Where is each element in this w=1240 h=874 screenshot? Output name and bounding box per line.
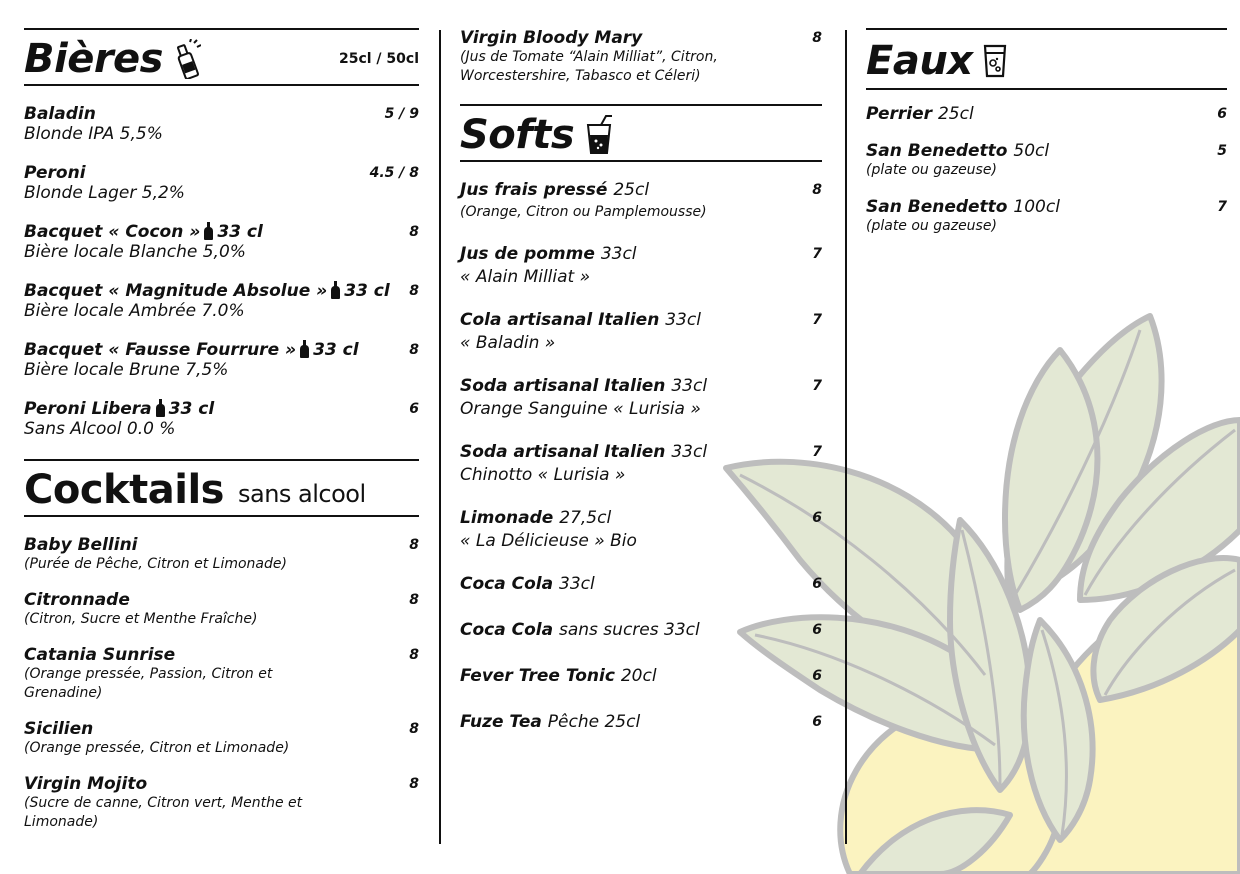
item-size: 33cl	[671, 442, 708, 462]
item-price: 6	[812, 622, 822, 638]
item-detail: Bière locale Blanche 5,0%	[24, 242, 246, 262]
item-description: (Orange pressée, Passion, Citron et Grenadine)	[24, 666, 273, 701]
item-size: 33cl	[665, 310, 701, 330]
small-bottle-icon	[331, 281, 340, 299]
item-detail: Blonde IPA 5,5%	[24, 124, 163, 144]
softs-header	[460, 106, 822, 162]
waters-title-text: Eaux	[866, 38, 973, 84]
item-size: 20cl	[620, 666, 657, 686]
item-size: 27,5cl	[559, 508, 612, 528]
item-name: Fever Tree Tonic	[460, 666, 615, 686]
menu-item	[24, 104, 419, 144]
beer-bottle-icon	[173, 39, 201, 79]
menu-item	[460, 620, 822, 640]
item-description: (Orange pressée, Citron et Limonade)	[24, 740, 290, 756]
menu-item	[460, 28, 822, 86]
item-price: 6	[812, 576, 822, 592]
item-name: Peroni	[24, 163, 86, 183]
item-size: 33cl	[671, 376, 708, 396]
item-price: 8	[409, 592, 419, 608]
beers-header	[24, 30, 419, 86]
item-price: 8	[812, 30, 822, 46]
item-name: Soda artisanal Italien	[460, 442, 666, 462]
item-name: Limonade	[460, 508, 554, 528]
small-bottle-icon	[156, 399, 165, 417]
item-description: (plate ou gazeuse)	[866, 162, 997, 178]
item-size: 25cl	[613, 180, 650, 200]
item-price: 6	[409, 401, 419, 417]
menu-item	[460, 442, 822, 485]
item-price: 7	[812, 246, 822, 262]
small-bottle-icon	[300, 340, 309, 358]
item-size: 33 cl	[344, 281, 390, 301]
item-name: Jus frais pressé	[460, 180, 608, 200]
item-price: 5 / 9	[384, 106, 419, 122]
menu-item	[24, 399, 419, 439]
item-name: Sicilien	[24, 719, 94, 739]
item-name: Bacquet « Cocon »	[24, 222, 201, 242]
menu-item	[24, 281, 419, 321]
item-name: Cola artisanal Italien	[460, 310, 660, 330]
item-description: (Orange, Citron ou Pamplemousse)	[460, 204, 707, 220]
column-softs	[460, 28, 822, 732]
waters-title	[866, 38, 1007, 84]
item-price: 8	[409, 647, 419, 663]
item-name: Soda artisanal Italien	[460, 376, 666, 396]
cocktails-title	[24, 467, 366, 513]
menu-item	[24, 535, 419, 574]
item-size: 33 cl	[313, 340, 359, 360]
item-name: Catania Sunrise	[24, 645, 176, 665]
item-size: Pêche 25cl	[547, 712, 641, 732]
item-price: 6	[812, 510, 822, 526]
item-size: 100cl	[1013, 197, 1060, 217]
item-price: 5	[1217, 143, 1227, 159]
item-detail: Orange Sanguine « Lurisia »	[460, 399, 701, 419]
item-detail: « Baladin »	[460, 333, 556, 353]
item-name: Virgin Bloody Mary	[460, 28, 643, 48]
menu-item	[24, 222, 419, 262]
item-name: Bacquet « Magnitude Absolue »	[24, 281, 328, 301]
menu-item	[24, 645, 419, 703]
soda-glass-icon	[584, 115, 614, 155]
item-price: 6	[1217, 106, 1227, 122]
column-divider-right	[845, 30, 847, 844]
item-size: 25cl	[937, 104, 974, 124]
menu-item	[24, 719, 419, 758]
menu-item	[24, 340, 419, 380]
item-price: 8	[409, 776, 419, 792]
item-name: Perrier	[866, 104, 933, 124]
item-size: 50cl	[1013, 141, 1050, 161]
menu-item	[460, 666, 822, 686]
item-name: Baby Bellini	[24, 535, 138, 555]
item-name: Baladin	[24, 104, 96, 124]
item-description: (plate ou gazeuse)	[866, 218, 997, 234]
item-name: Coca Cola	[460, 574, 554, 594]
item-price: 4.5 / 8	[369, 165, 419, 181]
menu-item	[460, 180, 822, 222]
menu-item	[460, 310, 822, 353]
menu-item	[24, 163, 419, 203]
item-name: San Benedetto	[866, 197, 1008, 217]
item-detail: Bière locale Ambrée 7.0%	[24, 301, 245, 321]
beers-title	[24, 36, 201, 82]
water-glass-icon	[983, 44, 1007, 78]
item-detail: « La Délicieuse » Bio	[460, 531, 637, 551]
column-beers-cocktails	[24, 28, 419, 832]
item-detail: Sans Alcool 0.0 %	[24, 419, 176, 439]
item-price: 8	[409, 721, 419, 737]
item-name: Fuze Tea	[460, 712, 542, 732]
item-detail: Bière locale Brune 7,5%	[24, 360, 229, 380]
beers-title-text: Bières	[24, 36, 163, 82]
item-price: 8	[812, 182, 822, 198]
item-price: 6	[812, 714, 822, 730]
waters-header	[866, 30, 1227, 90]
menu-item	[460, 508, 822, 551]
item-price: 7	[812, 378, 822, 394]
menu-item	[866, 141, 1227, 180]
item-name: San Benedetto	[866, 141, 1008, 161]
item-name: Bacquet « Fausse Fourrure »	[24, 340, 297, 360]
item-name: Jus de pomme	[460, 244, 595, 264]
softs-title-text: Softs	[460, 112, 575, 158]
item-description: (Citron, Sucre et Menthe Fraîche)	[24, 611, 258, 627]
item-price: 7	[812, 312, 822, 328]
column-divider-left	[439, 30, 441, 844]
item-name: Peroni Libera	[24, 399, 152, 419]
item-size: 33cl	[600, 244, 637, 264]
item-size: sans sucres 33cl	[559, 620, 700, 640]
item-size: 33 cl	[168, 399, 215, 419]
item-name: Virgin Mojito	[24, 774, 148, 794]
item-size: 33 cl	[217, 222, 263, 242]
menu-item	[24, 774, 419, 832]
beer-size-note: 25cl / 50cl	[338, 51, 419, 67]
column-waters	[866, 28, 1227, 236]
item-price: 7	[1217, 199, 1227, 215]
item-description: (Jus de Tomate “Alain Milliat”, Citron, Worcestershire, Tabasco et Céleri)	[460, 49, 718, 84]
softs-title	[460, 112, 614, 158]
item-price: 8	[409, 283, 419, 299]
menu-item	[460, 712, 822, 732]
item-description: (Purée de Pêche, Citron et Limonade)	[24, 556, 287, 572]
item-size: 33cl	[559, 574, 595, 594]
cocktails-subtitle: sans alcool	[238, 480, 366, 508]
item-price: 7	[812, 444, 822, 460]
menu-item	[866, 104, 1227, 124]
item-name: Coca Cola	[460, 620, 554, 640]
menu-item	[460, 376, 822, 419]
item-detail: « Alain Milliat »	[460, 267, 591, 287]
small-bottle-icon	[204, 222, 213, 240]
cocktails-title-text: Cocktails	[24, 467, 224, 513]
menu-item	[460, 574, 822, 594]
item-price: 8	[409, 537, 419, 553]
menu-item	[460, 244, 822, 287]
item-name: Citronnade	[24, 590, 130, 610]
item-price: 8	[409, 342, 419, 358]
cocktails-header	[24, 461, 419, 517]
item-price: 8	[409, 224, 419, 240]
item-detail: Chinotto « Lurisia »	[460, 465, 626, 485]
menu-item	[24, 590, 419, 629]
item-description: (Sucre de canne, Citron vert, Menthe et Limonade)	[24, 795, 303, 830]
menu-item	[866, 197, 1227, 236]
item-price: 6	[812, 668, 822, 684]
item-detail: Blonde Lager 5,2%	[24, 183, 185, 203]
